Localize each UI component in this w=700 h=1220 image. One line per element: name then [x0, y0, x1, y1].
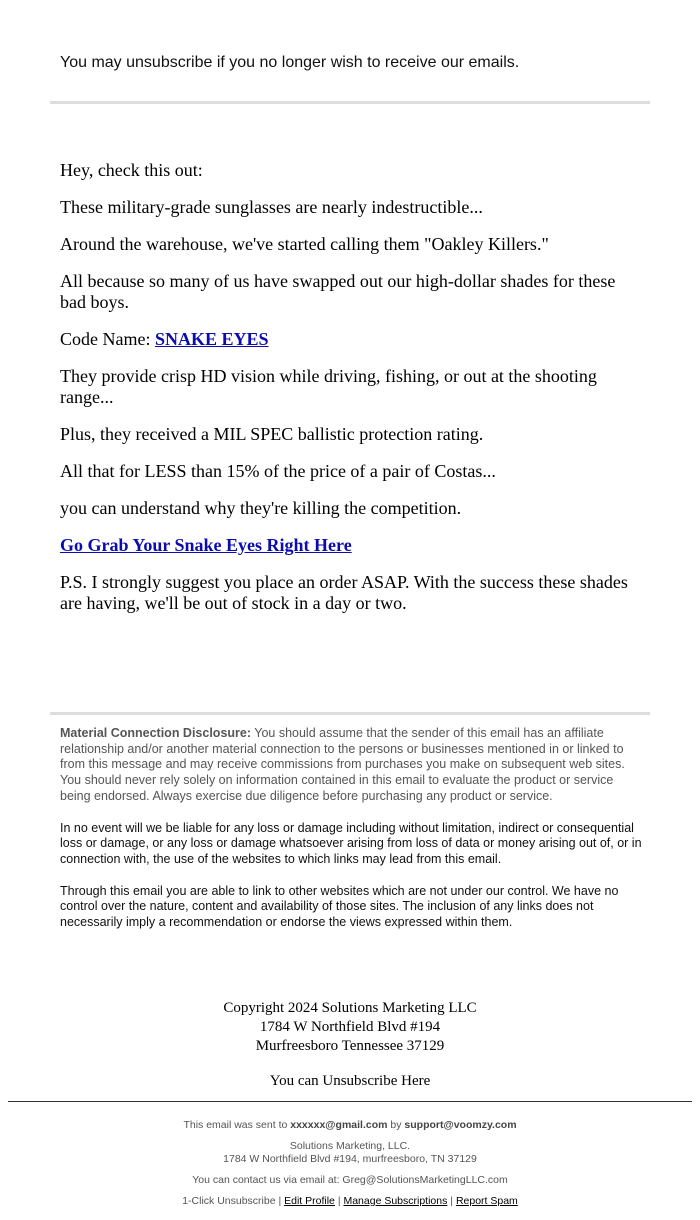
paragraph: Around the warehouse, we've started calling them "Oakley Killers.": [60, 234, 549, 254]
links-disclaimer: Through this email you are able to link to other websites which are not under our control. We have no control over the nature, content and availability of those sites. The inclusion of any links does not necessarily imply a recommendation or endorse the views expressed within them.: [60, 883, 619, 930]
text: by: [387, 1119, 405, 1131]
code-label: Code Name:: [60, 329, 155, 349]
separator: |: [275, 1195, 285, 1207]
paragraph: All that for LESS than 15% of the price of a pair of Costas...: [60, 461, 496, 481]
sent-to-line: [0, 1119, 700, 1132]
city-line: Murfreesboro Tennessee 37129: [255, 1038, 445, 1054]
ps-paragraph: P.S. I strongly suggest you place an order ASAP. With the success these shades are having, we'll be out of stock in a day or two.: [60, 572, 628, 613]
footer-links: [0, 1195, 700, 1208]
company-name: Solutions Marketing, LLC.: [289, 1140, 411, 1152]
separator: |: [447, 1195, 456, 1207]
edit-profile-link[interactable]: Edit Profile: [284, 1195, 335, 1207]
footer: [0, 1119, 700, 1216]
cta-link[interactable]: Go Grab Your Snake Eyes Right Here: [60, 535, 352, 555]
material-disclosure: [60, 726, 645, 805]
snake-eyes-link[interactable]: SNAKE EYES: [154, 329, 269, 349]
one-click-unsubscribe[interactable]: 1-Click Unsubscribe: [182, 1195, 276, 1207]
company-address-line: 1784 W Northfield Blvd #194, murfreesboro, TN 37129: [223, 1153, 477, 1165]
address-line: 1784 W Northfield Blvd #194: [259, 1019, 441, 1035]
unsubscribe-notice: You may unsubscribe if you no longer wish to receive our emails.: [60, 54, 520, 71]
paragraph: Hey, check this out:: [60, 160, 203, 180]
disclaimers: [60, 726, 645, 947]
paragraph: They provide crisp HD vision while driving, fishing, or out at the shooting range...: [60, 366, 597, 407]
report-spam-link[interactable]: Report Spam: [455, 1195, 518, 1207]
separator: |: [334, 1195, 344, 1207]
unsubscribe-link[interactable]: You can Unsubscribe Here: [269, 1073, 431, 1089]
divider: [8, 1101, 692, 1102]
manage-subscriptions-link[interactable]: Manage Subscriptions: [343, 1195, 448, 1207]
paragraph: Plus, they received a MIL SPEC ballistic protection rating.: [60, 424, 484, 444]
divider: [50, 712, 650, 715]
copyright-block: [0, 999, 700, 1091]
divider: [50, 101, 650, 104]
disclosure-title: Material Connection Disclosure:: [60, 726, 252, 740]
disclosure-text: You should assume that the sender of this email has an affiliate relationship and/or another material connection to the persons or businesses mentioned in or linked to from this message and may receive commissions from purchases you make on subsequent web sites. You should never rely solely on information contained in this email to evaluate the product or service being endorsed. Always exercise due diligence before purchasing any product or service.: [60, 726, 625, 803]
paragraph: These military-grade sunglasses are nearly indestructible...: [60, 197, 483, 217]
company-address: [0, 1140, 700, 1166]
paragraph: All because so many of us have swapped out our high-dollar shades for these bad boys.: [60, 271, 616, 312]
text: This email was sent to: [183, 1119, 291, 1131]
liability-disclaimer: In no event will we be liable for any loss or damage including without limitation, indirect or consequential loss or damage, or any loss or damage whatsoever arising from loss of data or money arising out of, or in connection with, the use of the websites to which links may lead from this email.: [60, 820, 642, 866]
contact-line: You can contact us via email at: Greg@SolutionsMarketingLLC.com: [192, 1174, 508, 1186]
copyright-line: Copyright 2024 Solutions Marketing LLC: [223, 1000, 477, 1016]
paragraph: you can understand why they're killing the competition.: [60, 498, 462, 518]
sender-email: support@voomzy.com: [404, 1119, 517, 1131]
recipient-email: xxxxxx@gmail.com: [290, 1119, 388, 1131]
email-body: [60, 160, 645, 630]
code-name-line: [60, 329, 645, 350]
